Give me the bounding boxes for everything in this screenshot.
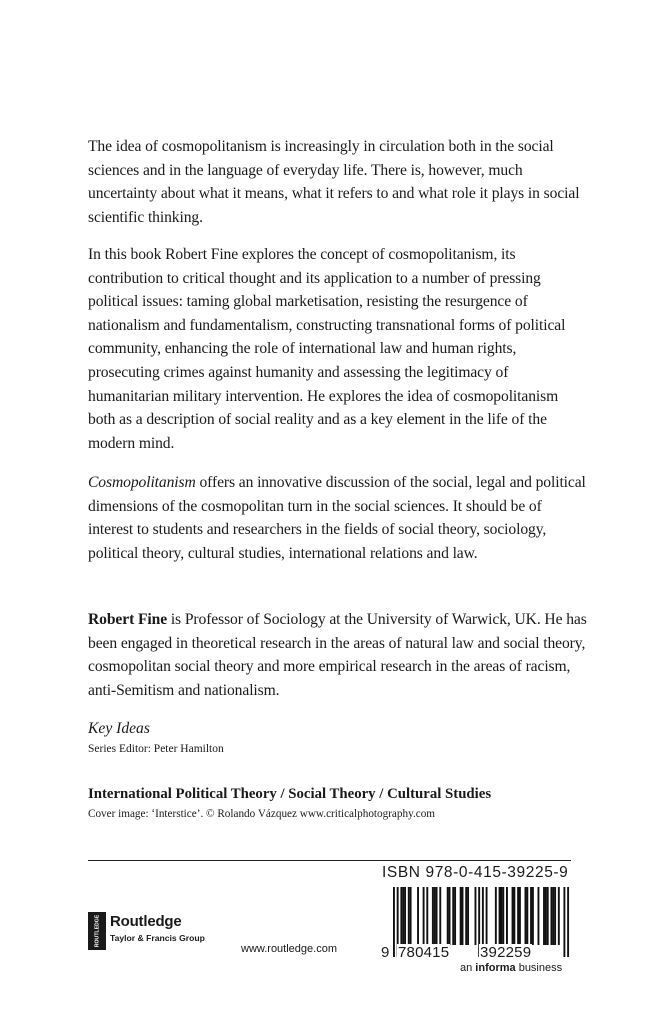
barcode-bar: [449, 887, 451, 945]
author-name: Robert Fine: [88, 611, 168, 628]
barcode-bar: [486, 887, 488, 945]
informa-prefix: an: [460, 962, 476, 974]
barcode-bar: [447, 887, 449, 945]
barcode-bar: [408, 887, 410, 945]
barcode-bar: [545, 887, 547, 945]
barcode-bar: [434, 887, 436, 945]
routledge-logo: [88, 912, 228, 952]
barcode-bar: [506, 887, 508, 945]
barcode-digits-left: 780415: [398, 944, 450, 961]
barcode-bar: [454, 887, 456, 945]
barcode-bar: [400, 887, 402, 945]
barcode-bar: [526, 887, 528, 945]
routledge-logo-mark-text: ROUTLEDGE: [94, 914, 101, 948]
barcode-bar: [404, 887, 406, 945]
barcode-bar: [554, 887, 556, 945]
divider-rule: [88, 860, 571, 861]
barcode-guard-bar: [567, 887, 569, 957]
barcode-bar: [543, 887, 545, 945]
barcode-bar: [513, 887, 515, 945]
barcode-bar: [460, 887, 462, 945]
barcode-bar: [552, 887, 554, 945]
barcode-bar: [402, 887, 404, 945]
barcode-bar: [432, 887, 434, 945]
routledge-logo-icon: [88, 912, 106, 950]
barcode-bar: [532, 887, 534, 945]
barcode-bar: [423, 887, 425, 945]
subject-categories: International Political Theory / Social Theory / Cultural Studies: [88, 786, 492, 802]
author-bio-text: is Professor of Sociology at the University of Warwick, UK. He has been engaged in theoretical research in the areas of natural law and social theory, cosmopolitan social theory and more empirical research in the areas of racism, anti-Semitism and nationalism.: [88, 611, 587, 699]
cover-image-credit: Cover image: ‘Interstice’. © Rolando Vázquez www.criticalphotography.com: [88, 808, 436, 820]
series-title: Key Ideas: [88, 720, 150, 737]
publisher-website: www.routledge.com: [241, 943, 337, 955]
barcode-bar: [499, 887, 501, 945]
informa-suffix: business: [515, 962, 563, 974]
book-title: Cosmopolitanism: [88, 474, 196, 491]
barcode-bar: [426, 887, 428, 945]
barcode-bar: [467, 887, 469, 945]
series-editor: Series Editor: Peter Hamilton: [88, 743, 224, 755]
barcode-bar: [475, 887, 477, 945]
barcode-bar: [452, 887, 454, 945]
barcode-digit-first: 9: [381, 944, 390, 961]
isbn-label: ISBN 978-0-415-39225-9: [382, 864, 569, 881]
barcode-guard-bar: [563, 887, 565, 957]
barcode-bar: [500, 887, 502, 945]
audience-text: offers an innovative discussion of the social, legal and political dimensions of the cosmopolitan turn in the social sciences. It should be of interest to students and researchers in the fields of social theory, sociology, political theory, cultural studies, international relations and law.: [88, 474, 586, 562]
author-bio: [88, 608, 588, 702]
barcode-bar: [439, 887, 441, 945]
barcode-bar: [462, 887, 464, 945]
barcode-bar: [519, 887, 521, 945]
publisher-name: Routledge: [110, 913, 182, 930]
informa-word: informa: [475, 962, 516, 974]
barcode-bar: [538, 887, 540, 945]
barcode-bar: [417, 887, 419, 945]
barcode-bar: [547, 887, 549, 945]
barcode-bar: [558, 887, 560, 945]
barcode-bar: [502, 887, 504, 945]
informa-business-label: [460, 962, 562, 974]
blurb-paragraph-audience: [88, 471, 588, 565]
barcode-bar: [530, 887, 532, 945]
barcode-bar: [495, 887, 497, 945]
barcode-bar: [550, 887, 552, 945]
barcode-bar: [525, 887, 527, 945]
barcode-bar: [436, 887, 438, 945]
barcode-digits-right: 392259: [480, 944, 532, 961]
barcode-bar: [410, 887, 412, 945]
publisher-tagline: Taylor & Francis Group: [110, 933, 205, 943]
blurb-paragraph-intro: The idea of cosmopolitanism is increasingly in circulation both in the social sciences and in the language of everyday life. There is, however, much uncertainty about what it means, what it refers to and what role it plays in social scientific thinking.: [88, 138, 580, 226]
barcode-guard-bar: [393, 887, 395, 957]
blurb-paragraph-summary: In this book Robert Fine explores the concept of cosmopolitanism, its contribution to critical thought and its application to a number of pressing political issues: taming global marketisation, resisting the resurgence of nationalism and fundamentalism, constructing transnational forms of political community, enhancing the role of international law and human rights, prosecuting crimes against humanity and assessing the legitimacy of humanitarian military intervention. He explores the idea of cosmopolitanism both as a description of social reality and as a key element in the life of the modern mind.: [88, 246, 566, 452]
barcode-bar: [517, 887, 519, 945]
barcode-bar: [512, 887, 514, 945]
barcode-bar: [465, 887, 467, 945]
